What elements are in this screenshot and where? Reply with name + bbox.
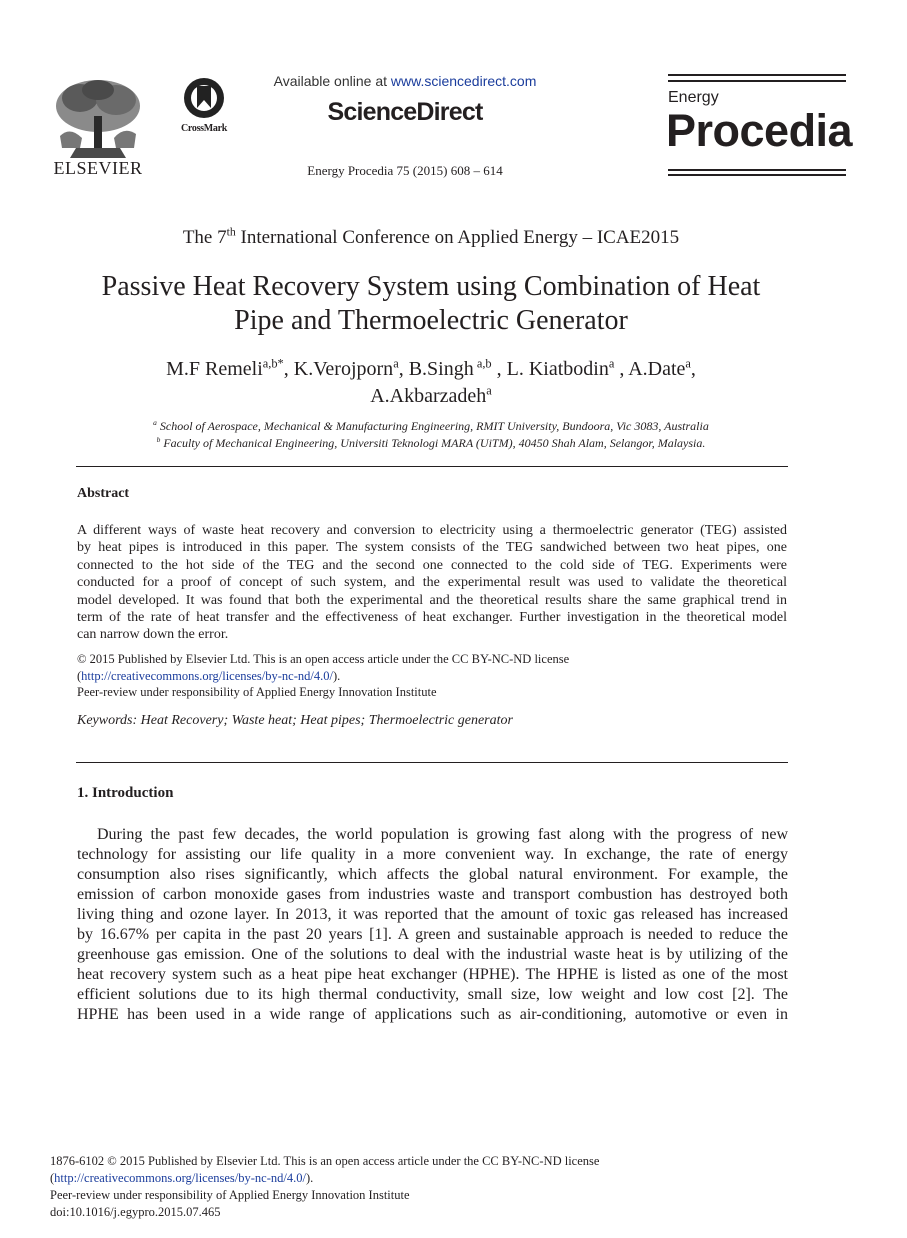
elsevier-tree-icon xyxy=(50,76,146,162)
sciencedirect-link[interactable]: www.sciencedirect.com xyxy=(390,73,537,89)
abstract-heading: Abstract xyxy=(77,486,130,501)
title-line-1: Passive Heat Recovery System using Combination of Heat xyxy=(101,271,761,302)
divider-middle xyxy=(76,762,788,763)
keywords xyxy=(77,713,513,729)
keywords-label: Keywords: xyxy=(77,713,138,728)
authors-line-2 xyxy=(0,383,862,410)
author-singh: , B.Singh $^{a,b}$ xyxy=(398,356,492,380)
abstract-line: A different ways of waste heat recovery and conversion to electricity using a thermoelectric generator (TEG) assisted xyxy=(77,523,787,538)
affiliation-b: $^b$ Faculty of Mechanical Engineering, Universiti Teknologi MARA (UiTM), 40450 Shah Alam, Selangor, Malaysia. xyxy=(156,435,706,450)
intro-line: technology for assisting our life quality in a more convenient way. In exchange, the rate of energy xyxy=(77,846,788,863)
crossmark-icon xyxy=(181,76,227,120)
divider-top xyxy=(76,466,788,467)
license-url-line: (http://creativecommons.org/licenses/by-nc-nd/4.0/). xyxy=(77,668,341,683)
intro-line: efficient solutions due to its high thermal conductivity, small size, low weight and low cost [2]. The xyxy=(77,986,788,1003)
crossmark-logo[interactable] xyxy=(172,76,236,132)
license-text: © 2015 Published by Elsevier Ltd. This is an open access article under the CC BY-NC-ND license xyxy=(77,652,570,666)
journal-reference: Energy Procedia 75 (2015) 608 – 614 xyxy=(307,163,503,178)
author-date: , A.Date$^a$ xyxy=(614,356,691,380)
crossmark-label: CrossMark xyxy=(180,123,227,134)
introduction-body xyxy=(77,825,788,1025)
procedia-top-rule xyxy=(668,74,846,76)
intro-line: living thing and ozone layer. In 2013, it was reported that the amount of toxic gas released has increased xyxy=(77,906,788,923)
introduction-heading: 1. Introduction xyxy=(77,785,174,801)
affiliations xyxy=(0,418,862,452)
abstract-body xyxy=(77,522,787,644)
intro-line: by 16.67% per capita in the past 20 years [1]. A green and sustainable approach is needed to reduce the xyxy=(77,926,788,943)
footer-issn-license: 1876-6102 © 2015 Published by Elsevier Ltd. This is an open access article under the CC BY-NC-ND license xyxy=(50,1154,600,1168)
abstract-license xyxy=(77,651,569,701)
affiliation-a: $^a$ School of Aerospace, Mechanical & Manufacturing Engineering, RMIT University, Bundoora, Vic 3083, Australia xyxy=(153,418,709,433)
abstract-line: model developed. It was found that both the experimental and the theoretical results share the same graphical trend in xyxy=(77,592,787,608)
procedia-small: Energy xyxy=(668,89,719,106)
footer-doi: doi:10.1016/j.egypro.2015.07.465 xyxy=(50,1205,221,1219)
paper-title xyxy=(0,270,862,338)
intro-line: HPHE has been used in a wide range of applications such as air-conditioning, automotive or even in xyxy=(77,1006,788,1023)
footer-license-link[interactable]: http://creativecommons.org/licenses/by-nc-nd/4.0/ xyxy=(54,1171,306,1185)
abstract-line: term of the rate of heat transfer and the effectiveness of heat exchanger. Further investigation in the theoretical model xyxy=(77,610,787,626)
intro-line: During the past few decades, the world population is growing fast along with the progress of new xyxy=(97,826,788,843)
authors-line-1: M.F Remeli$^{a,b*}$, K.Verojporn$^a$, B.Singh $^{a,b}$ , L. Kiatbodin$^a$ , A.Date$^a$, xyxy=(166,356,696,380)
intro-line: heat recovery system such as a heat pipe heat exchanger (HPHE). The HPHE is listed as one of the most xyxy=(77,966,788,983)
abstract-line: can narrow down the error. xyxy=(77,627,229,643)
author-remeli: M.F Remeli$^{a,b*}$ xyxy=(166,356,284,380)
procedia-logo xyxy=(666,74,853,176)
title-line-2: Pipe and Thermoelectric Generator xyxy=(234,305,628,336)
footer-peer-review: Peer-review under responsibility of Applied Energy Innovation Institute xyxy=(50,1188,410,1202)
intro-line: consumption also rises significantly, which affects the global natural environment. For example, the xyxy=(77,866,788,883)
intro-line: greenhouse gas emission. One of the solutions to deal with the industrial waste heat is by utilizing of the xyxy=(77,946,788,963)
abstract-line: connected to the hot side of the TEG and the second one connected to the cold side of TEG. Experiments were xyxy=(77,557,787,573)
license-link[interactable]: http://creativecommons.org/licenses/by-nc-nd/4.0/ xyxy=(81,668,333,683)
available-online: Available online at www.sciencedirect.com xyxy=(273,73,537,89)
intro-line: emission of carbon monoxide gases from industries waste and transport combustion has destroyed both xyxy=(77,886,788,903)
peer-review-text: Peer-review under responsibility of Applied Energy Innovation Institute xyxy=(77,685,437,699)
sciencedirect-logo: ScienceDirect xyxy=(327,98,483,126)
procedia-big: Procedia xyxy=(666,105,853,156)
procedia-top-rule-2 xyxy=(668,80,846,82)
abstract-line: by heat pipes is introduced in this paper. The system consists of the TEG sandwiched between two heat pipes, one xyxy=(77,540,787,556)
conference-name: The 7th International Conference on Applied Energy – ICAE2015 xyxy=(182,225,680,248)
procedia-bottom-rule xyxy=(668,169,846,171)
footer xyxy=(50,1153,599,1221)
author-verojporn: , K.Verojporn$^a$ xyxy=(283,356,399,380)
abstract-line: conducted for a proof of concept of such system, and the experimental result was used to validate the theoretical xyxy=(77,575,787,591)
keywords-text: Heat Recovery; Waste heat; Heat pipes; Thermoelectric generator xyxy=(137,713,513,728)
author-kiatbodin: , L. Kiatbodin$^a$ xyxy=(491,356,615,380)
elsevier-logo xyxy=(50,76,146,176)
author-list xyxy=(0,356,862,410)
footer-license-url-line: (http://creativecommons.org/licenses/by-nc-nd/4.0/). xyxy=(50,1171,314,1185)
publisher-name: ELSEVIER xyxy=(53,158,143,178)
author-akbarzadeh: A.Akbarzadeh$^a$ xyxy=(370,383,492,407)
procedia-bottom-rule-2 xyxy=(668,174,846,176)
